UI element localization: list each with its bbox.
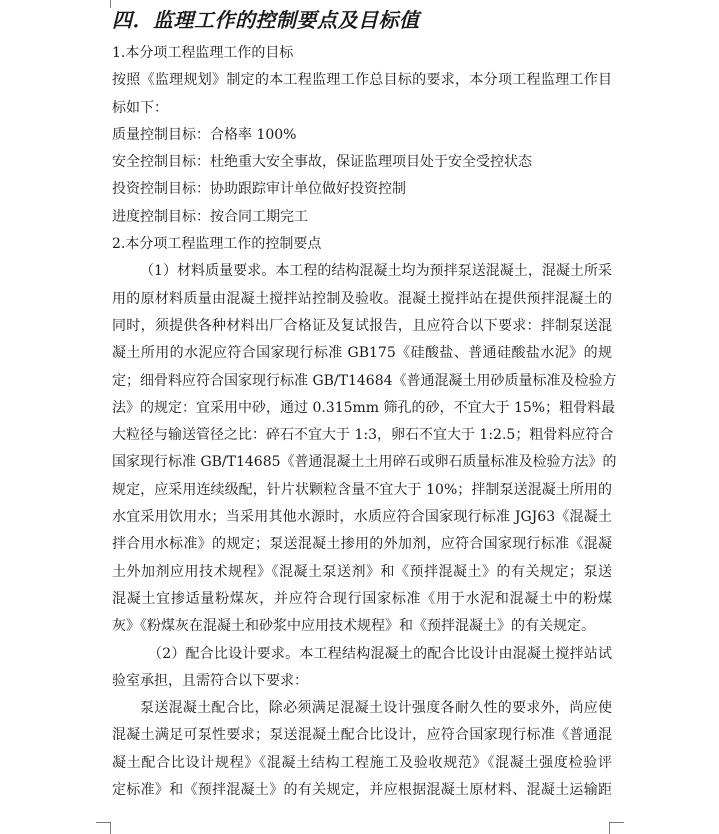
margin-crop-mark-bottom-right — [609, 822, 624, 834]
paragraph-line: 验室承担，且需符合以下要求： — [112, 672, 308, 689]
paragraph-line: 大粒径与输送管径之比：碎石不宜大于 1:3，卵石不宜大于 1:2.5；粗骨料应符合 — [112, 427, 614, 444]
paragraph-line: 用的原材料质量由混凝土搅拌站控制及验收。混凝土搅拌站在提供预拌混凝土的 — [112, 290, 612, 307]
paragraph-line: 同时，须提供各种材料出厂合格证及复试报告，且应符合以下要求：拌制泵送混 — [112, 317, 612, 334]
paragraph-line: 拌合用水标准》的规定；泵送混凝土掺用的外加剂，应符合国家现行标准《混凝 — [112, 536, 612, 553]
document-body — [112, 0, 617, 804]
subsection-title: 1.本分项工程监理工作的目标 — [112, 45, 294, 61]
margin-crop-mark-bottom-left — [96, 822, 111, 834]
paragraph-line: 泵送混凝土配合比，除必须满足混凝土设计强度各耐久性的要求外，尚应使 — [140, 700, 612, 717]
target-item-safety: 安全控制目标：杜绝重大安全事故，保证监理项目处于安全受控状态 — [112, 154, 532, 171]
target-item-quality: 质量控制目标：合格率 100% — [112, 126, 297, 143]
paragraph-line: 规定，应采用连续级配，针片状颗粒含量不宜大于 10%；拌制泵送混凝土所用的 — [112, 481, 612, 498]
target-item-schedule: 进度控制目标：按合同工期完工 — [112, 208, 308, 225]
paragraph-line: 水宜采用饮用水；当采用其他水源时，水质应符合国家现行标准 JGJ63《混凝土 — [112, 509, 612, 526]
paragraph-line: （1）材料质量要求。本工程的结构混凝土均为预拌泵送混凝土，混凝土所采 — [140, 263, 612, 280]
target-item-investment: 投资控制目标：协助跟踪审计单位做好投资控制 — [112, 181, 406, 198]
paragraph-line: 灰》《粉煤灰在混凝土和砂浆中应用技术规程》和《预拌混凝土》的有关规定。 — [112, 618, 595, 635]
paragraph-line: 混凝土宜掺适量粉煤灰，并应符合现行国家标准《用于水泥和混凝土中的粉煤 — [112, 590, 612, 607]
paragraph-line: 法》的规定：宜采用中砂，通过 0.315mm 筛孔的砂，不宜大于 15%；粗骨料最 — [112, 399, 616, 416]
paragraph-line: 土外加剂应用技术规程》《混凝土泵送剂》和《预拌混凝土》的有关规定；泵送 — [112, 563, 612, 580]
paragraph-line: 国家现行标准 GB/T14685《普通混凝土土用碎石或卵石质量标准及检验方法》的 — [112, 454, 617, 471]
paragraph-line: 混凝土满足可泵性要求；泵送混凝土配合比设计，应符合国家现行标准《普通混 — [112, 727, 612, 744]
section-heading: 四．监理工作的控制要点及目标值 — [112, 8, 420, 32]
paragraph-line: 标如下： — [112, 99, 168, 116]
paragraph-line: 按照《监理规划》制定的本工程监理工作总目标的要求，本分项工程监理工作目 — [112, 72, 612, 89]
paragraph-line: 凝土配合比设计规程》《混凝土结构工程施工及验收规范》《混凝土强度检验评 — [112, 754, 612, 771]
paragraph-line: 定标准》和《预拌混凝土》的有关规定，并应根据混凝土原材料、混凝土运输距 — [112, 782, 612, 799]
paragraph-line: 定；细骨料应符合国家现行标准 GB/T14684《普通混凝土用砂质量标准及检验方 — [112, 372, 617, 389]
subsection-title: 2.本分项工程监理工作的控制要点 — [112, 236, 322, 253]
margin-crop-mark-top-left — [96, 0, 111, 8]
paragraph-line: （2）配合比设计要求。本工程结构混凝土的配合比设计由混凝土搅拌站试 — [148, 645, 612, 662]
paragraph-line: 凝土所用的水泥应符合国家现行标准 GB175《硅酸盐、普通硅酸盐水泥》的规 — [112, 345, 612, 362]
